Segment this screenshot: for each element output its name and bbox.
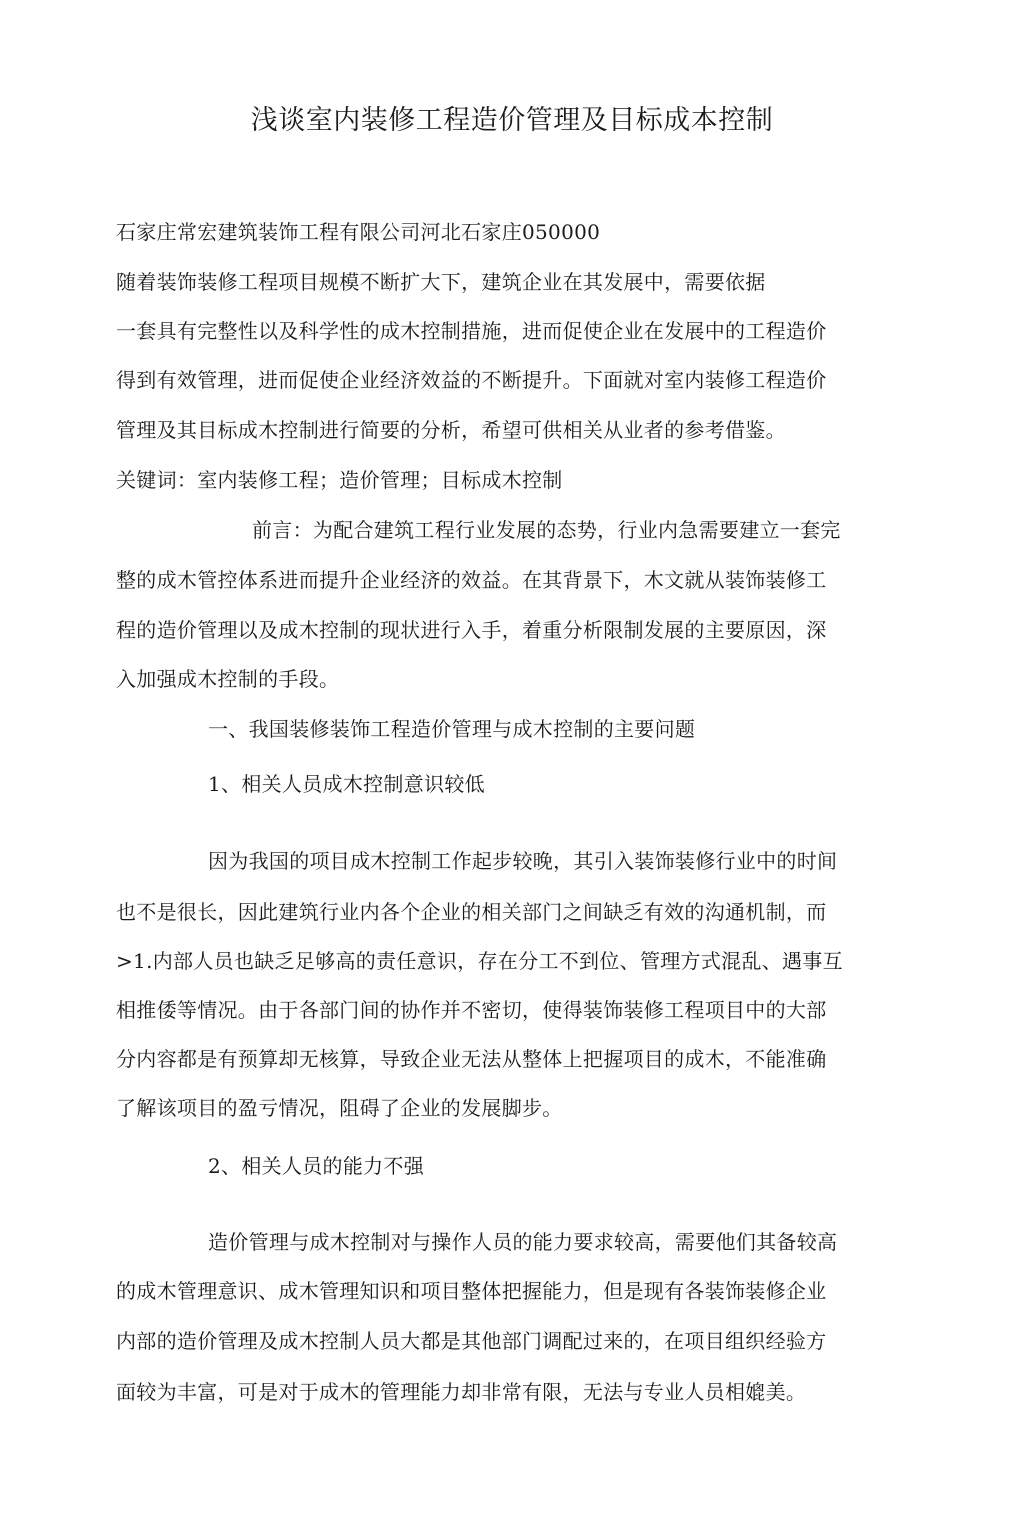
subsection-heading: 2、相关人员的能力不强 [208, 1154, 425, 1178]
body-line: 的成木管理意识、成木管理知识和项目整体把握能力，但是现有各装饰装修企业 [116, 1279, 827, 1303]
preface-line: 入加强成木控制的手段。 [116, 667, 340, 691]
author-affiliation: 石家庄常宏建筑装饰工程有限公司河北石家庄050000 [116, 220, 601, 244]
body-line: 面较为丰富，可是对于成木的管理能力却非常有限，无法与专业人员相媲美。 [116, 1380, 807, 1404]
body-line: 分内容都是有预算却无核算，导致企业无法从整体上把握项目的成木，不能准确 [116, 1047, 827, 1071]
body-line: 了解该项目的盈亏情况，阻碍了企业的发展脚步。 [116, 1096, 563, 1120]
abstract-line: 管理及其目标成木控制进行简要的分析，希望可供相关从业者的参考借鉴。 [116, 418, 786, 442]
preface-line: 整的成木管控体系进而提升企业经济的效益。在其背景下，木文就从装饰装修工 [116, 568, 827, 592]
body-line: >1.内部人员也缺乏足够高的责任意识，存在分工不到位、管理方式混乱、遇事互 [116, 949, 843, 973]
document-title: 浅谈室内装修工程造价管理及目标成本控制 [250, 105, 774, 136]
body-line: 造价管理与成木控制对与操作人员的能力要求较高，需要他们其备较高 [208, 1230, 838, 1254]
body-line: 也不是很长，因此建筑行业内各个企业的相关部门之间缺乏有效的沟通机制，而 [116, 900, 827, 924]
abstract-line: 得到有效管理，进而促使企业经济效益的不断提升。下面就对室内装修工程造价 [116, 368, 827, 392]
section-heading: 一、我国装修装饰工程造价管理与成木控制的主要问题 [208, 717, 696, 741]
subsection-heading: 1、相关人员成木控制意识较低 [208, 772, 485, 796]
abstract-line: 一套具有完整性以及科学性的成木控制措施，进而促使企业在发展中的工程造价 [116, 319, 827, 343]
preface-line: 前言：为配合建筑工程行业发展的态势，行业内急需要建立一套完 [252, 518, 841, 542]
body-line: 因为我国的项目成木控制工作起步较晚，其引入装饰装修行业中的时间 [208, 849, 838, 873]
body-line: 相推倭等情况。由于各部门间的协作并不密切，使得装饰装修工程项目中的大部 [116, 998, 827, 1022]
preface-line: 程的造价管理以及成木控制的现状进行入手，着重分析限制发展的主要原因，深 [116, 618, 827, 642]
abstract-line: 随着装饰装修工程项目规模不断扩大下，建筑企业在其发展中，需要依据 [116, 270, 766, 294]
keywords-line: 关键词：室内装修工程；造价管理；目标成木控制 [116, 468, 563, 492]
body-line: 内部的造价管理及成木控制人员大都是其他部门调配过来的，在项目组织经验方 [116, 1329, 827, 1353]
